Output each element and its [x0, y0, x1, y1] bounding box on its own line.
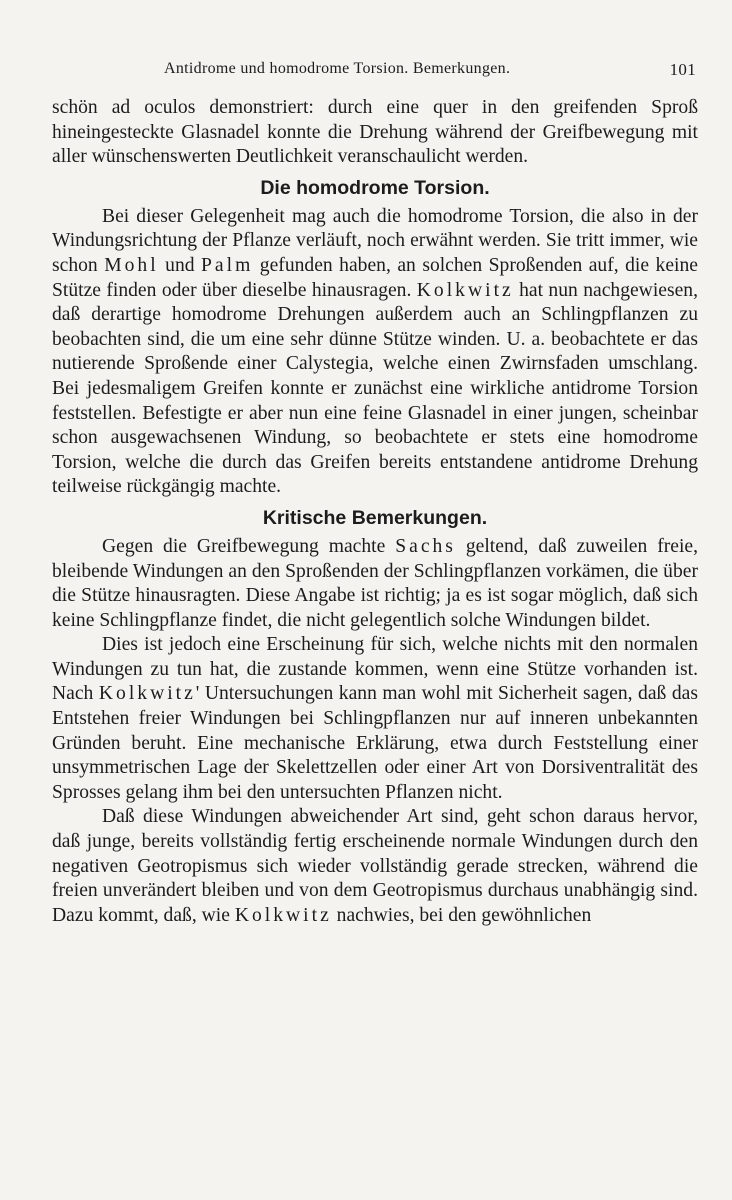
text-run: nachwies, bei den gewöhnlichen	[331, 904, 592, 926]
text-run: Gegen die Greifbewegung machte	[102, 535, 396, 557]
paragraph-erscheinung	[52, 633, 698, 805]
running-title: Antidrome und homodrome Torsion. Bemerkungen.	[164, 60, 511, 77]
text-run: und	[158, 254, 202, 276]
page-body	[52, 96, 698, 928]
author-name-kolkwitz: Kolkwitz	[98, 683, 196, 705]
text-run: Daß diese Windungen abweichender Art sind, geht schon daraus hervor, daß junge, bereits vollständig fertig erscheinende normale Windungen durch den negativen Geotropismus sich wieder vollständig gerade strecken, während die freien unverändert bleiben und von dem Geotropismus durchaus unabhängig sind. Dazu kommt, daß, wie	[52, 806, 698, 926]
page-number: 101	[669, 60, 696, 79]
running-head	[52, 60, 696, 84]
section-heading-kritische: Kritische Bemerkungen.	[262, 506, 488, 529]
paragraph-continuation: schön ad oculos demonstriert: durch eine quer in den greifenden Sproß hineingesteckte Glasnadel konnte die Drehung während der Greifbewegung mit aller wünschenswerten Deutlichkeit veranschaulicht werden.	[52, 97, 698, 168]
author-name-kolkwitz: Kolkwitz	[234, 904, 332, 926]
author-name-palm: Palm	[201, 254, 254, 276]
author-name-kolkwitz: Kolkwitz	[416, 279, 514, 301]
paragraph-windungen	[52, 805, 698, 928]
text-run: ' Untersuchungen kann man wohl mit Sicherheit sagen, daß das Entstehen freier Windungen bei Schlingpflanzen nur auf inneren unbekannten Gründen beruht. Eine mechanische Erklärung, etwa durch Feststellung einer unsymmetrischen Lage der Skelettzellen oder einer Art von Dorsiventralität des Sprosses gelang ihm bei den untersuchten Pflanzen nicht.	[52, 683, 698, 803]
text-run: Bei dieser Gelegenheit mag auch die homodrome Torsion, die also in der Windungsrichtung der Pflanze verläuft, noch erwähnt werden. Sie tritt immer, wie schon	[52, 205, 698, 276]
text-run: hat nun nachgewiesen, daß derartige homodrome Drehungen außerdem auch an Schlingpflanzen zu beobachten sind, die um eine sehr dünne Stütze winden. U. a. beobachtete er das nutierende Sproßende einer Calystegia, welche einen Zwirnsfaden umschlang. Bei jedesmaligem Greifen konnte er zunächst eine wirkliche antidrome Torsion feststellen. Befestigte er aber nun eine feine Glasnadel in einer jungen, scheinbar schon ausgewachsenen Windung, so beobachtete er stets eine homodrome Torsion, welche die durch das Greifen bereits entstandene antidrome Drehung teilweise rückgängig machte.	[52, 279, 698, 498]
paragraph-sachs	[52, 535, 698, 633]
text-run: geltend, daß zuweilen freie, bleibende Windungen an den Sproßenden der Schlingpflanzen vorkämen, die über die Stütze hinausragten. Diese Angabe ist richtig; ja es ist sogar möglich, daß sich keine Schlingpflanze findet, die nicht gelegentlich solche Windungen bildet.	[52, 535, 698, 631]
author-name-mohl: Mohl	[104, 254, 159, 276]
text-run: gefunden haben, an solchen Sproßenden auf, die keine Stütze finden oder über dieselbe hinausragen.	[52, 254, 698, 301]
paragraph-homodrome	[52, 205, 698, 500]
text-run: Dies ist jedoch eine Erscheinung für sich, welche nichts mit den normalen Windungen zu tun hat, die zustande kommen, wenn eine Stütze vorhanden ist. Nach	[52, 634, 698, 705]
section-heading-homodrome: Die homodrome Torsion.	[260, 176, 490, 199]
author-name-sachs: Sachs	[395, 535, 456, 557]
